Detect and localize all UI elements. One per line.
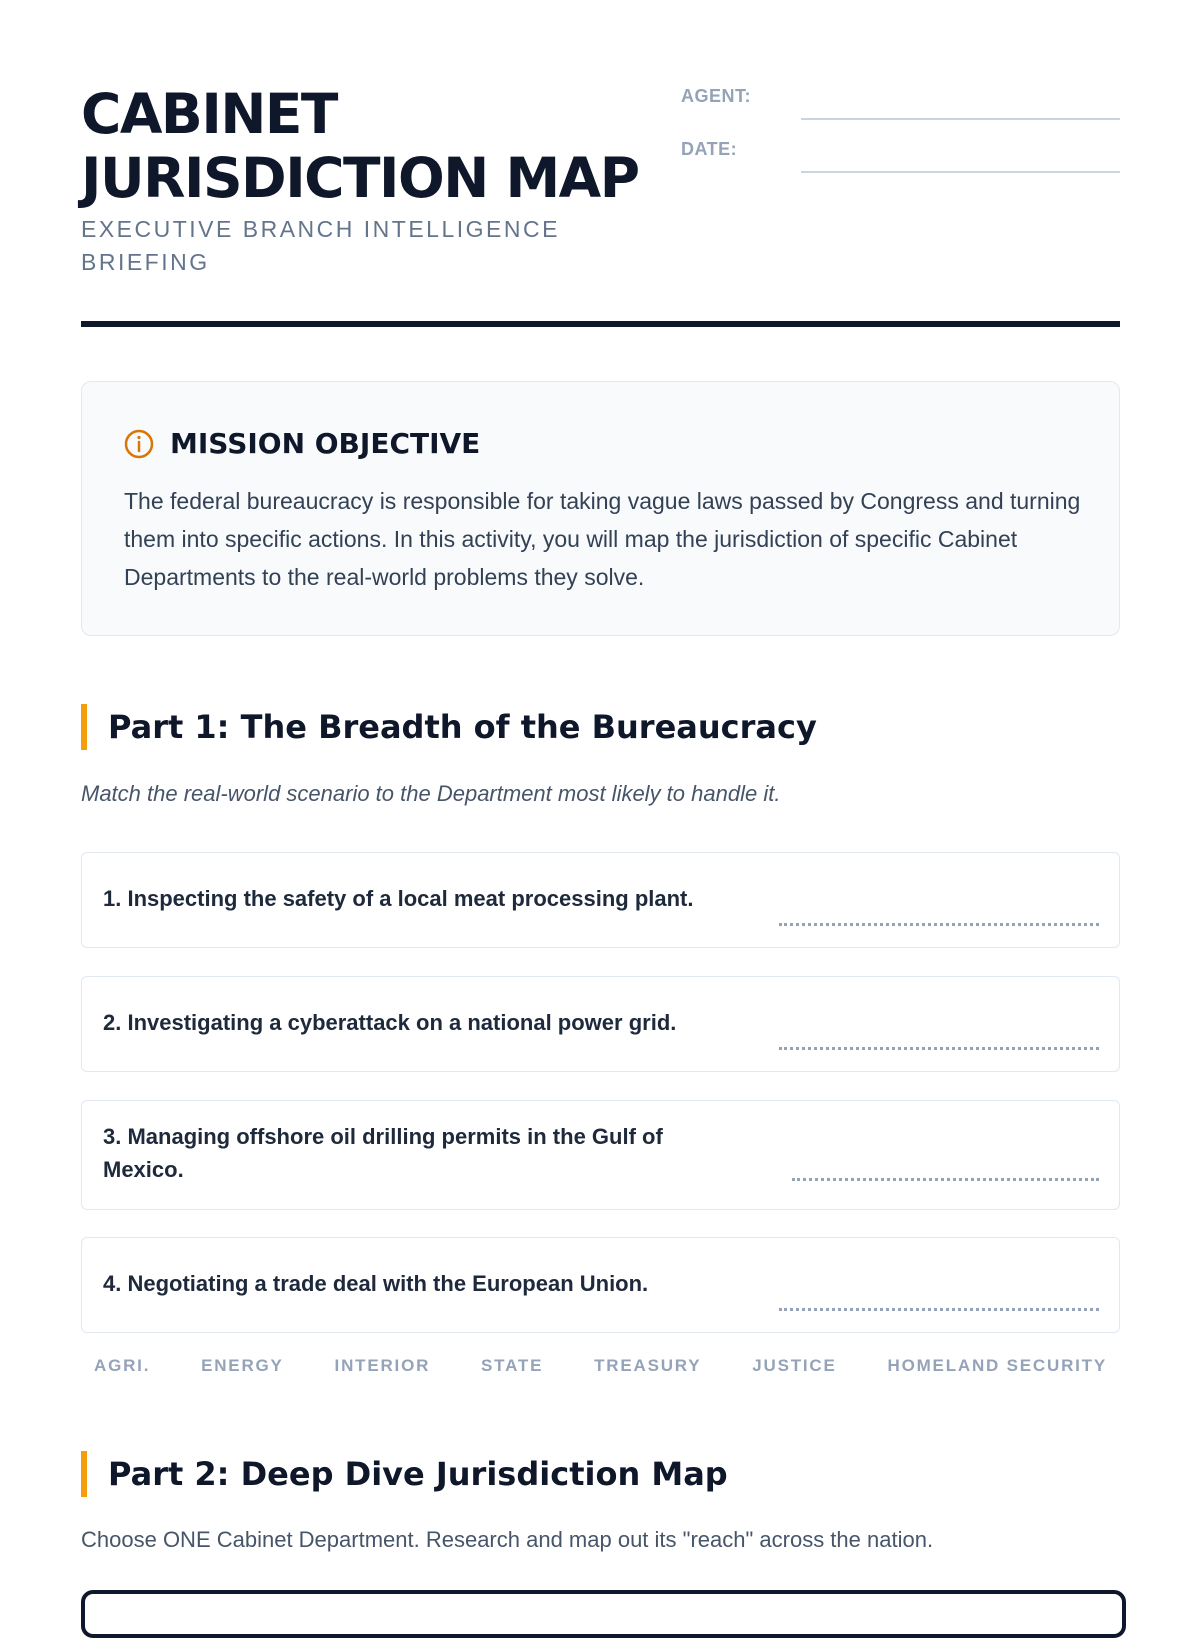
date-label: DATE: [681,139,738,159]
department-option: STATE [481,1356,544,1375]
part1-instructions: Match the real-world scenario to the Department most likely to handle it. [81,781,781,806]
page-header [81,0,1120,330]
section-accent-bar [81,704,87,750]
question-text: 4. Negotiating a trade deal with the European Union. [103,1271,649,1296]
question-text: 3. Managing offshore oil drilling permits in the Gulf of Mexico. [103,1124,663,1182]
page-title: CABINET JURISDICTION MAP [81,82,639,210]
question-card [81,1100,1120,1210]
answer-line[interactable] [779,923,1099,926]
question-text: 1. Inspecting the safety of a local meat processing plant. [103,886,694,911]
info-circle-icon [124,429,154,459]
worksheet-page [81,0,1120,1552]
part1-title: Part 1: The Breadth of the Bureaucracy [108,708,817,746]
department-option: INTERIOR [334,1356,431,1375]
agent-label: AGENT: [681,86,751,106]
part2-instructions: Choose ONE Cabinet Department. Research and map out its "reach" across the nation. [81,1527,934,1552]
answer-line[interactable] [779,1308,1099,1311]
department-option: JUSTICE [752,1356,837,1375]
agent-input-line[interactable] [801,118,1120,120]
mission-title: MISSION OBJECTIVE [170,427,481,460]
agent-field[interactable] [681,86,1120,116]
department-option: TREASURY [594,1356,702,1375]
answer-line[interactable] [779,1047,1099,1050]
question-card [81,852,1120,948]
part2-title: Part 2: Deep Dive Jurisdiction Map [108,1455,728,1493]
part1-header [81,704,981,750]
question-card [81,976,1120,1072]
department-option: ENERGY [201,1356,284,1375]
header-divider [81,321,1120,327]
mission-text: The federal bureaucracy is responsible for taking vague laws passed by Congress and turning them into specific actions. In this activity, you will map the jurisdiction of specific Cabinet Departments to the real-world problems they solve. [124,488,1081,590]
answer-line[interactable] [792,1178,1099,1181]
mission-objective-box [81,381,1120,636]
section-accent-bar [81,1451,87,1497]
question-text: 2. Investigating a cyberattack on a national power grid. [103,1010,677,1035]
department-word-bank [81,1356,1120,1380]
date-input-line[interactable] [801,171,1120,173]
part2-header [81,1451,981,1497]
jurisdiction-map-frame [81,1590,1126,1638]
department-option: HOMELAND SECURITY [887,1356,1107,1375]
question-card [81,1237,1120,1333]
page-subtitle: EXECUTIVE BRANCH INTELLIGENCE BRIEFING [81,216,560,275]
department-option: AGRI. [94,1356,151,1375]
date-field[interactable] [681,139,1120,169]
